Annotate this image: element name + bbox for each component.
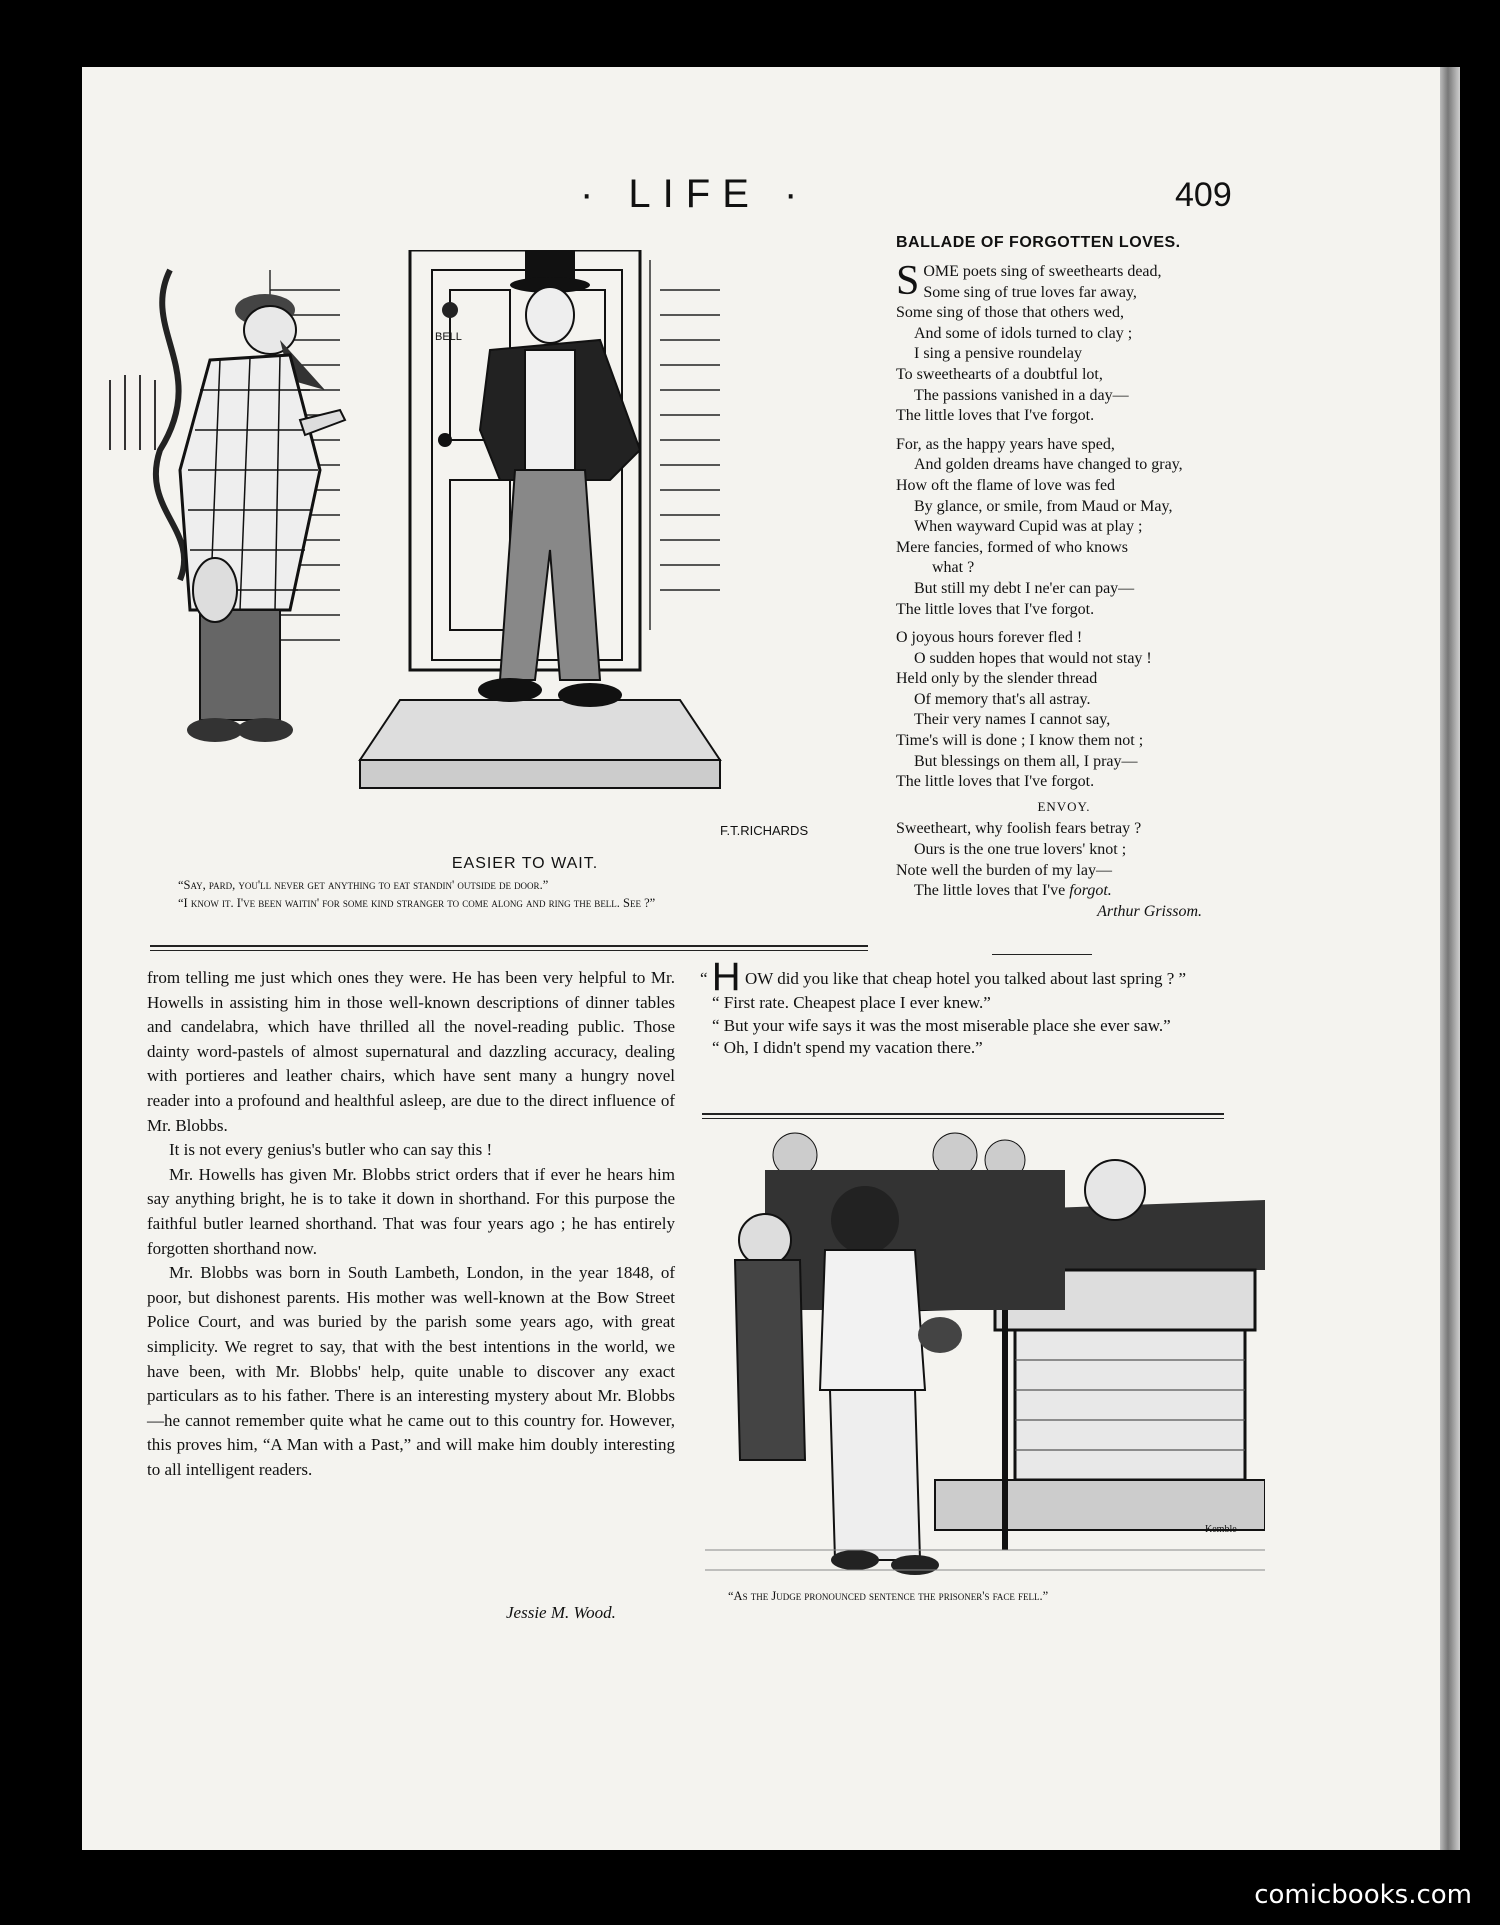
poem-line: To sweethearts of a doubtful lot, xyxy=(896,365,1103,383)
caption-line: “I know it. I've been waitin' for some kind stranger to come along and ring the bell. See ?” xyxy=(178,896,656,910)
poem-line: Some sing of true loves far away, xyxy=(923,283,1137,301)
poem-line: Some sing of those that others wed, xyxy=(896,304,1124,322)
article-signature: Jessie M. Wood. xyxy=(506,1603,616,1622)
cartoon-title: EASIER TO WAIT. xyxy=(451,855,599,872)
artist-signature: Kemble xyxy=(1205,1524,1237,1535)
poem-line: For, as the happy years have sped, xyxy=(896,435,1115,453)
poem-line: The little loves that I've forgot. xyxy=(896,407,1095,425)
poem-line: The passions vanished in a day— xyxy=(914,386,1129,404)
poem-line: And some of idols turned to clay ; xyxy=(914,324,1133,342)
poem-line: Their very names I cannot say, xyxy=(914,711,1111,729)
poem-line: How oft the flame of love was fed xyxy=(896,476,1116,494)
cartoon-judge-sentence xyxy=(705,1130,1265,1580)
article-paragraph: from telling me just which ones they were. He has been very helpful to Mr. Howells in assisting him in those well-known descriptions of dinner tables and candelabra, which have thrilled all the novel-reading public. Those dainty word-pastels of almost supernatural and dazzling accuracy, dealing with portieres and leather chairs, which have sent many a hungry novel reader into a profound and healthful asleep, are due to the direct influence of Mr. Blobbs. xyxy=(147,968,675,1135)
poem-author: Arthur Grissom. xyxy=(1097,902,1202,920)
poem-line: Time's will is done ; I know them not ; xyxy=(896,732,1144,750)
joke-dropcap: H xyxy=(711,955,741,999)
poem-line: The little loves that I've forgot. xyxy=(896,600,1095,618)
poem-line: Sweetheart, why foolish fears betray ? xyxy=(896,820,1142,838)
divider xyxy=(702,1113,1224,1115)
joke-line: “ Oh, I didn't spend my vacation there.” xyxy=(712,1038,983,1057)
poem-line: And golden dreams have changed to gray, xyxy=(914,456,1183,474)
joke-line: OW did you like that cheap hotel you talked about last spring ? ” xyxy=(744,969,1187,988)
poem-line: OME poets sing of sweethearts dead, xyxy=(923,263,1162,280)
door-bell-sign: BELL xyxy=(435,331,462,343)
poem-line: When wayward Cupid was at play ; xyxy=(914,518,1143,536)
page-edge xyxy=(1440,67,1460,1850)
poem-line: The little loves that I've xyxy=(914,882,1070,900)
joke-line: “ But your wife says it was the most miserable place she ever saw.” xyxy=(712,1015,1171,1035)
divider xyxy=(150,945,868,947)
artist-signature: F.T.RICHARDS xyxy=(720,823,809,838)
poem-line: Held only by the slender thread xyxy=(896,670,1098,688)
divider xyxy=(702,1118,1224,1119)
cartoon-caption: “As the Judge pronounced sentence the prisoner's face fell.” xyxy=(728,1589,1049,1603)
poem-line: O joyous hours forever fled ! xyxy=(896,629,1083,647)
page-number: 409 xyxy=(1175,176,1232,214)
poem-title: BALLADE OF FORGOTTEN LOVES. xyxy=(896,234,1181,251)
joke-line: “ First rate. Cheapest place I ever knew.” xyxy=(712,993,991,1012)
cartoon-easier-to-wait xyxy=(80,250,890,850)
poem-line: Of memory that's all astray. xyxy=(914,690,1091,708)
joke-text xyxy=(700,955,1225,1060)
poem-line: But still my debt I ne'er can pay— xyxy=(914,579,1135,597)
caption-line: “Say, pard, you'll never get anything to eat standin' outside de door.” xyxy=(178,878,549,892)
poem-line: The little loves that I've forgot. xyxy=(896,773,1095,791)
open-quote: “ xyxy=(700,969,708,988)
poem-dropcap: S xyxy=(896,258,920,304)
poem xyxy=(896,258,1232,922)
article-paragraph: Mr. Howells has given Mr. Blobbs strict orders that if ever he hears him say anything bright, he is to take it down in shorthand. For this purpose the faithful butler learned shorthand. That was four years ago ; he has entirely forgotten shorthand now. xyxy=(147,1164,675,1258)
poem-line: By glance, or smile, from Maud or May, xyxy=(914,497,1173,515)
poem-line: I sing a pensive roundelay xyxy=(914,345,1082,363)
divider xyxy=(992,954,1092,955)
watermark: comicbooks.com xyxy=(1254,1880,1472,1910)
article-column xyxy=(147,966,675,1482)
envoy-heading: ENVOY. xyxy=(1037,798,1091,814)
poem-line: But blessings on them all, I pray— xyxy=(914,752,1138,770)
masthead: · LIFE · xyxy=(580,172,810,216)
poem-line: Mere fancies, formed of who knows xyxy=(896,538,1128,556)
poem-line: what ? xyxy=(932,559,975,577)
divider xyxy=(150,950,868,951)
article-paragraph: Mr. Blobbs was born in South Lambeth, London, in the year 1848, of poor, but dishonest parents. His mother was well-known at the Bow Street Police Court, and was buried by the parish some years ago, with great simplicity. We regret to say, that with the best intentions in the world, we have been, with Mr. Blobbs' help, quite unable to discover any exact particulars as to his father. There is an interesting mystery about Mr. Blobbs—he cannot remember quite what he came out to this country for. However, this proves him, “A Man with a Past,” and will make him doubly interesting to all intelligent readers. xyxy=(147,1263,675,1479)
poem-line: Note well the burden of my lay— xyxy=(896,861,1112,879)
poem-line-italic: forgot. xyxy=(1069,882,1112,900)
poem-line: O sudden hopes that would not stay ! xyxy=(914,649,1152,667)
cartoon-caption xyxy=(150,876,868,912)
article-paragraph: It is not every genius's butler who can say this ! xyxy=(169,1140,493,1160)
poem-line: Ours is the one true lovers' knot ; xyxy=(914,841,1127,859)
